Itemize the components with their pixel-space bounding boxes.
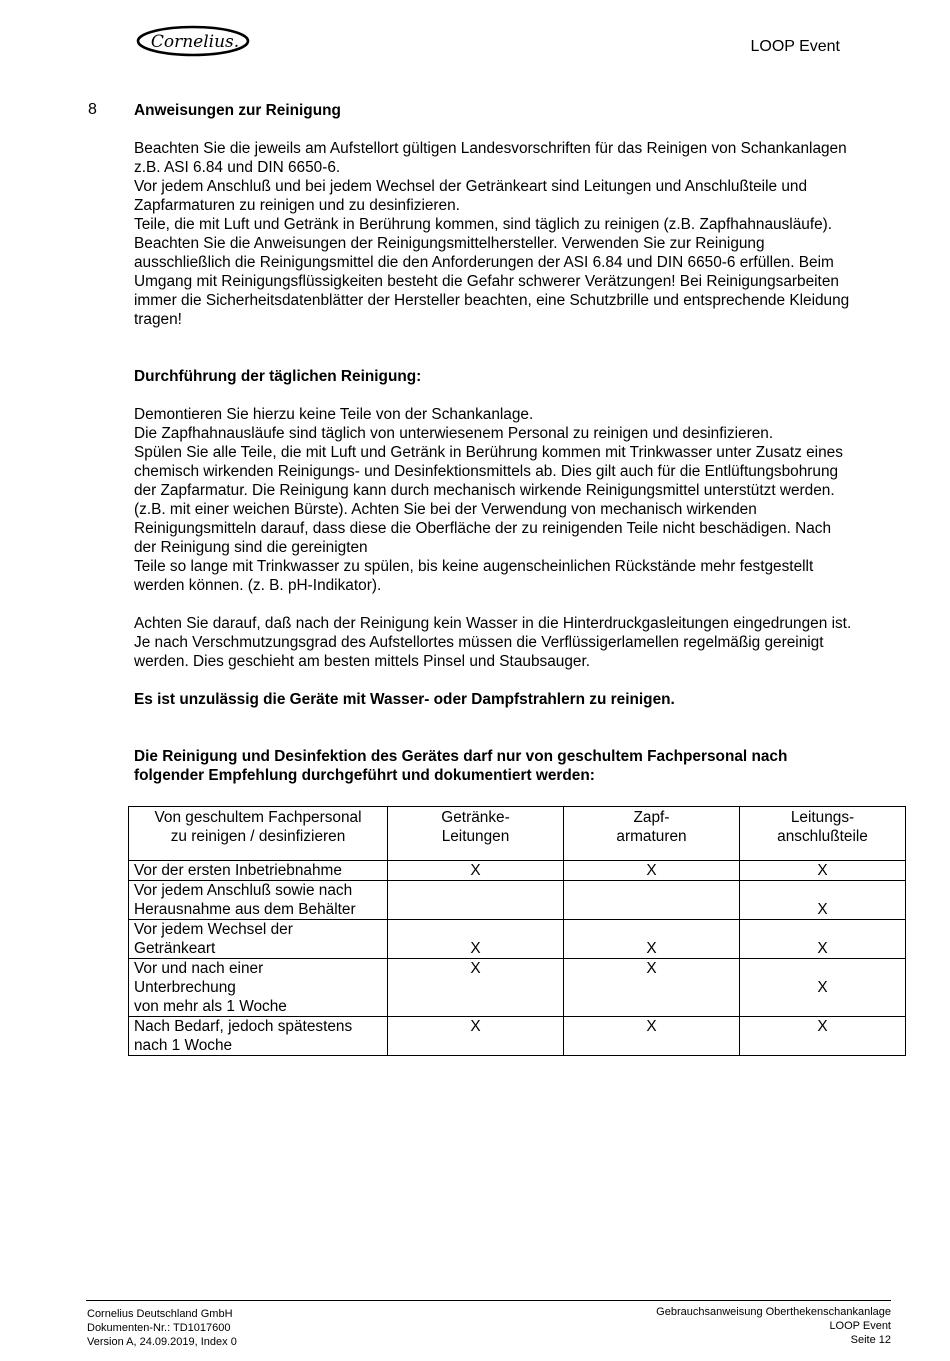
text-line: Demontieren Sie hierzu keine Teile von der Schankanlage. — [134, 406, 534, 423]
header-title: LOOP Event — [750, 38, 840, 55]
text-line: Teile, die mit Luft und Getränk in Berührung kommen, sind täglich zu reinigen (z.B. Zapfhahnausläufe). — [134, 216, 833, 233]
footer-company-info — [87, 1307, 237, 1349]
text-line: Beachten Sie die jeweils am Aufstellort gültigen Landesvorschriften für das Reinigen von Schankanlagen — [134, 140, 847, 157]
text-line: werden können. (z. B. pH-Indikator). — [134, 577, 382, 594]
table-header-row — [129, 807, 906, 861]
text-line: Umgang mit Reinigungsflüssigkeiten besteht die Gefahr schwerer Verätzungen! Bei Reinigungsarbeiten — [134, 273, 839, 290]
text-line: Spülen Sie alle Teile, die mit Luft und Getränk in Berührung kommen mit Trinkwasser unter Zusatz eines — [134, 444, 843, 461]
table-cell: X — [564, 920, 740, 959]
text-line: Vor jedem Anschluß und bei jedem Wechsel der Getränkeart sind Leitungen und Anschlußteile und — [134, 178, 808, 195]
document-number: Dokumenten-Nr.: TD1017600 — [87, 1322, 231, 1334]
page-number: Seite 12 — [850, 1334, 891, 1346]
header-cell: Getränke- Leitungen — [388, 807, 564, 861]
svg-text:Cornelius.: Cornelius. — [150, 32, 240, 52]
text-line: Die Zapfhahnausläufe sind täglich von unterwiesenem Personal zu reinigen und desinfizieren. — [134, 425, 774, 442]
company-name: Cornelius Deutschland GmbH — [87, 1308, 233, 1320]
daily-cleaning-heading: Durchführung der täglichen Reinigung: — [134, 368, 422, 385]
text-line: folgender Empfehlung durchgeführt und dokumentiert werden: — [134, 767, 595, 784]
section-number: 8 — [88, 101, 97, 118]
table-row — [129, 861, 906, 881]
document-version: Version A, 24.09.2019, Index 0 — [87, 1336, 237, 1348]
table-row — [129, 1017, 906, 1056]
row-label: Vor jedem Anschluß sowie nach Herausnahme aus dem Behälter — [129, 881, 388, 920]
text-line: chemisch wirkenden Reinigungs- und Desinfektionsmittels ab. Dies gilt auch für die Entlüftungsbohrung — [134, 463, 839, 480]
daily-cleaning-text — [134, 405, 914, 595]
table-cell: X — [564, 1017, 740, 1056]
document-title: Gebrauchsanweisung Oberthekenschankanlage — [656, 1306, 891, 1318]
table-cell: X — [388, 920, 564, 959]
water-warning-text — [134, 614, 914, 671]
text-line: der Reinigung sind die gereinigten — [134, 539, 368, 556]
row-label: Nach Bedarf, jedoch spätestens nach 1 Woche — [129, 1017, 388, 1056]
text-line: Die Reinigung und Desinfektion des Gerätes darf nur von geschultem Fachpersonal nach — [134, 748, 788, 765]
text-line: Zapfarmaturen zu reinigen und zu desinfizieren. — [134, 197, 460, 214]
text-line: z.B. ASI 6.84 und DIN 6650-6. — [134, 159, 341, 176]
table-cell: X — [564, 861, 740, 881]
table-cell: X — [740, 920, 906, 959]
table-cell: X — [564, 959, 740, 1017]
table-row — [129, 881, 906, 920]
header-cell: Zapf- armaturen — [564, 807, 740, 861]
text-line: Reinigungsmitteln darauf, dass diese die Oberfläche der zu reinigenden Teile nicht beschädigen. Nach — [134, 520, 832, 537]
text-line: Je nach Verschmutzungsgrad des Aufstellortes müssen die Verflüssigerlamellen regelmäßig gereinigt — [134, 634, 824, 651]
text-line: tragen! — [134, 311, 182, 328]
text-line: Beachten Sie die Anweisungen der Reinigungsmittelhersteller. Verwenden Sie zur Reinigung — [134, 235, 765, 252]
table-cell: X — [740, 861, 906, 881]
table-cell: X — [740, 881, 906, 920]
cornelius-logo — [136, 22, 254, 60]
main-content — [134, 101, 914, 785]
pressure-washer-warning: Es ist unzulässig die Geräte mit Wasser- oder Dampfstrahlern zu reinigen. — [134, 691, 675, 708]
text-line: immer die Sicherheitsdatenblätter der Hersteller beachten, eine Schutzbrille und entsprechende Kleidung — [134, 292, 850, 309]
row-label: Vor der ersten Inbetriebnahme — [129, 861, 388, 881]
text-line: Achten Sie darauf, daß nach der Reinigung kein Wasser in die Hinterdruckgasleitungen eingedrungen ist. — [134, 615, 852, 632]
cleaning-schedule-table — [128, 806, 906, 1056]
text-line: werden. Dies geschieht am besten mittels Pinsel und Staubsauger. — [134, 653, 590, 670]
text-line: der Zapfarmatur. Die Reinigung kann durch mechanisch wirkende Reinigungsmittel unterstützt werden. — [134, 482, 835, 499]
table-cell — [564, 881, 740, 920]
table-cell: X — [388, 959, 564, 1017]
text-line: (z.B. mit einer weichen Bürste). Achten Sie bei der Verwendung von mechanisch wirkenden — [134, 501, 757, 518]
row-label: Vor und nach einer Unterbrechung von mehr als 1 Woche — [129, 959, 388, 1017]
table-cell: X — [740, 1017, 906, 1056]
header-cell: Von geschultem Fachpersonal zu reinigen / desinfizieren — [129, 807, 388, 861]
table-cell — [388, 881, 564, 920]
table-row — [129, 959, 906, 1017]
table-heading — [134, 747, 914, 785]
table-cell: X — [388, 1017, 564, 1056]
product-name: LOOP Event — [829, 1320, 891, 1332]
table-cell: X — [388, 861, 564, 881]
text-line: ausschließlich die Reinigungsmittel die den Anforderungen der ASI 6.84 und DIN 6650-6 erfüllen. Beim — [134, 254, 834, 271]
intro-text — [134, 139, 914, 329]
header-cell: Leitungs- anschlußteile — [740, 807, 906, 861]
table-row — [129, 920, 906, 959]
section-title: Anweisungen zur Reinigung — [134, 102, 341, 119]
footer-doc-info — [656, 1305, 891, 1347]
table-cell: X — [740, 959, 906, 1017]
text-line: Teile so lange mit Trinkwasser zu spülen, bis keine augenscheinlichen Rückstände mehr festgestellt — [134, 558, 814, 575]
footer-divider — [86, 1300, 891, 1301]
row-label: Vor jedem Wechsel der Getränkeart — [129, 920, 388, 959]
